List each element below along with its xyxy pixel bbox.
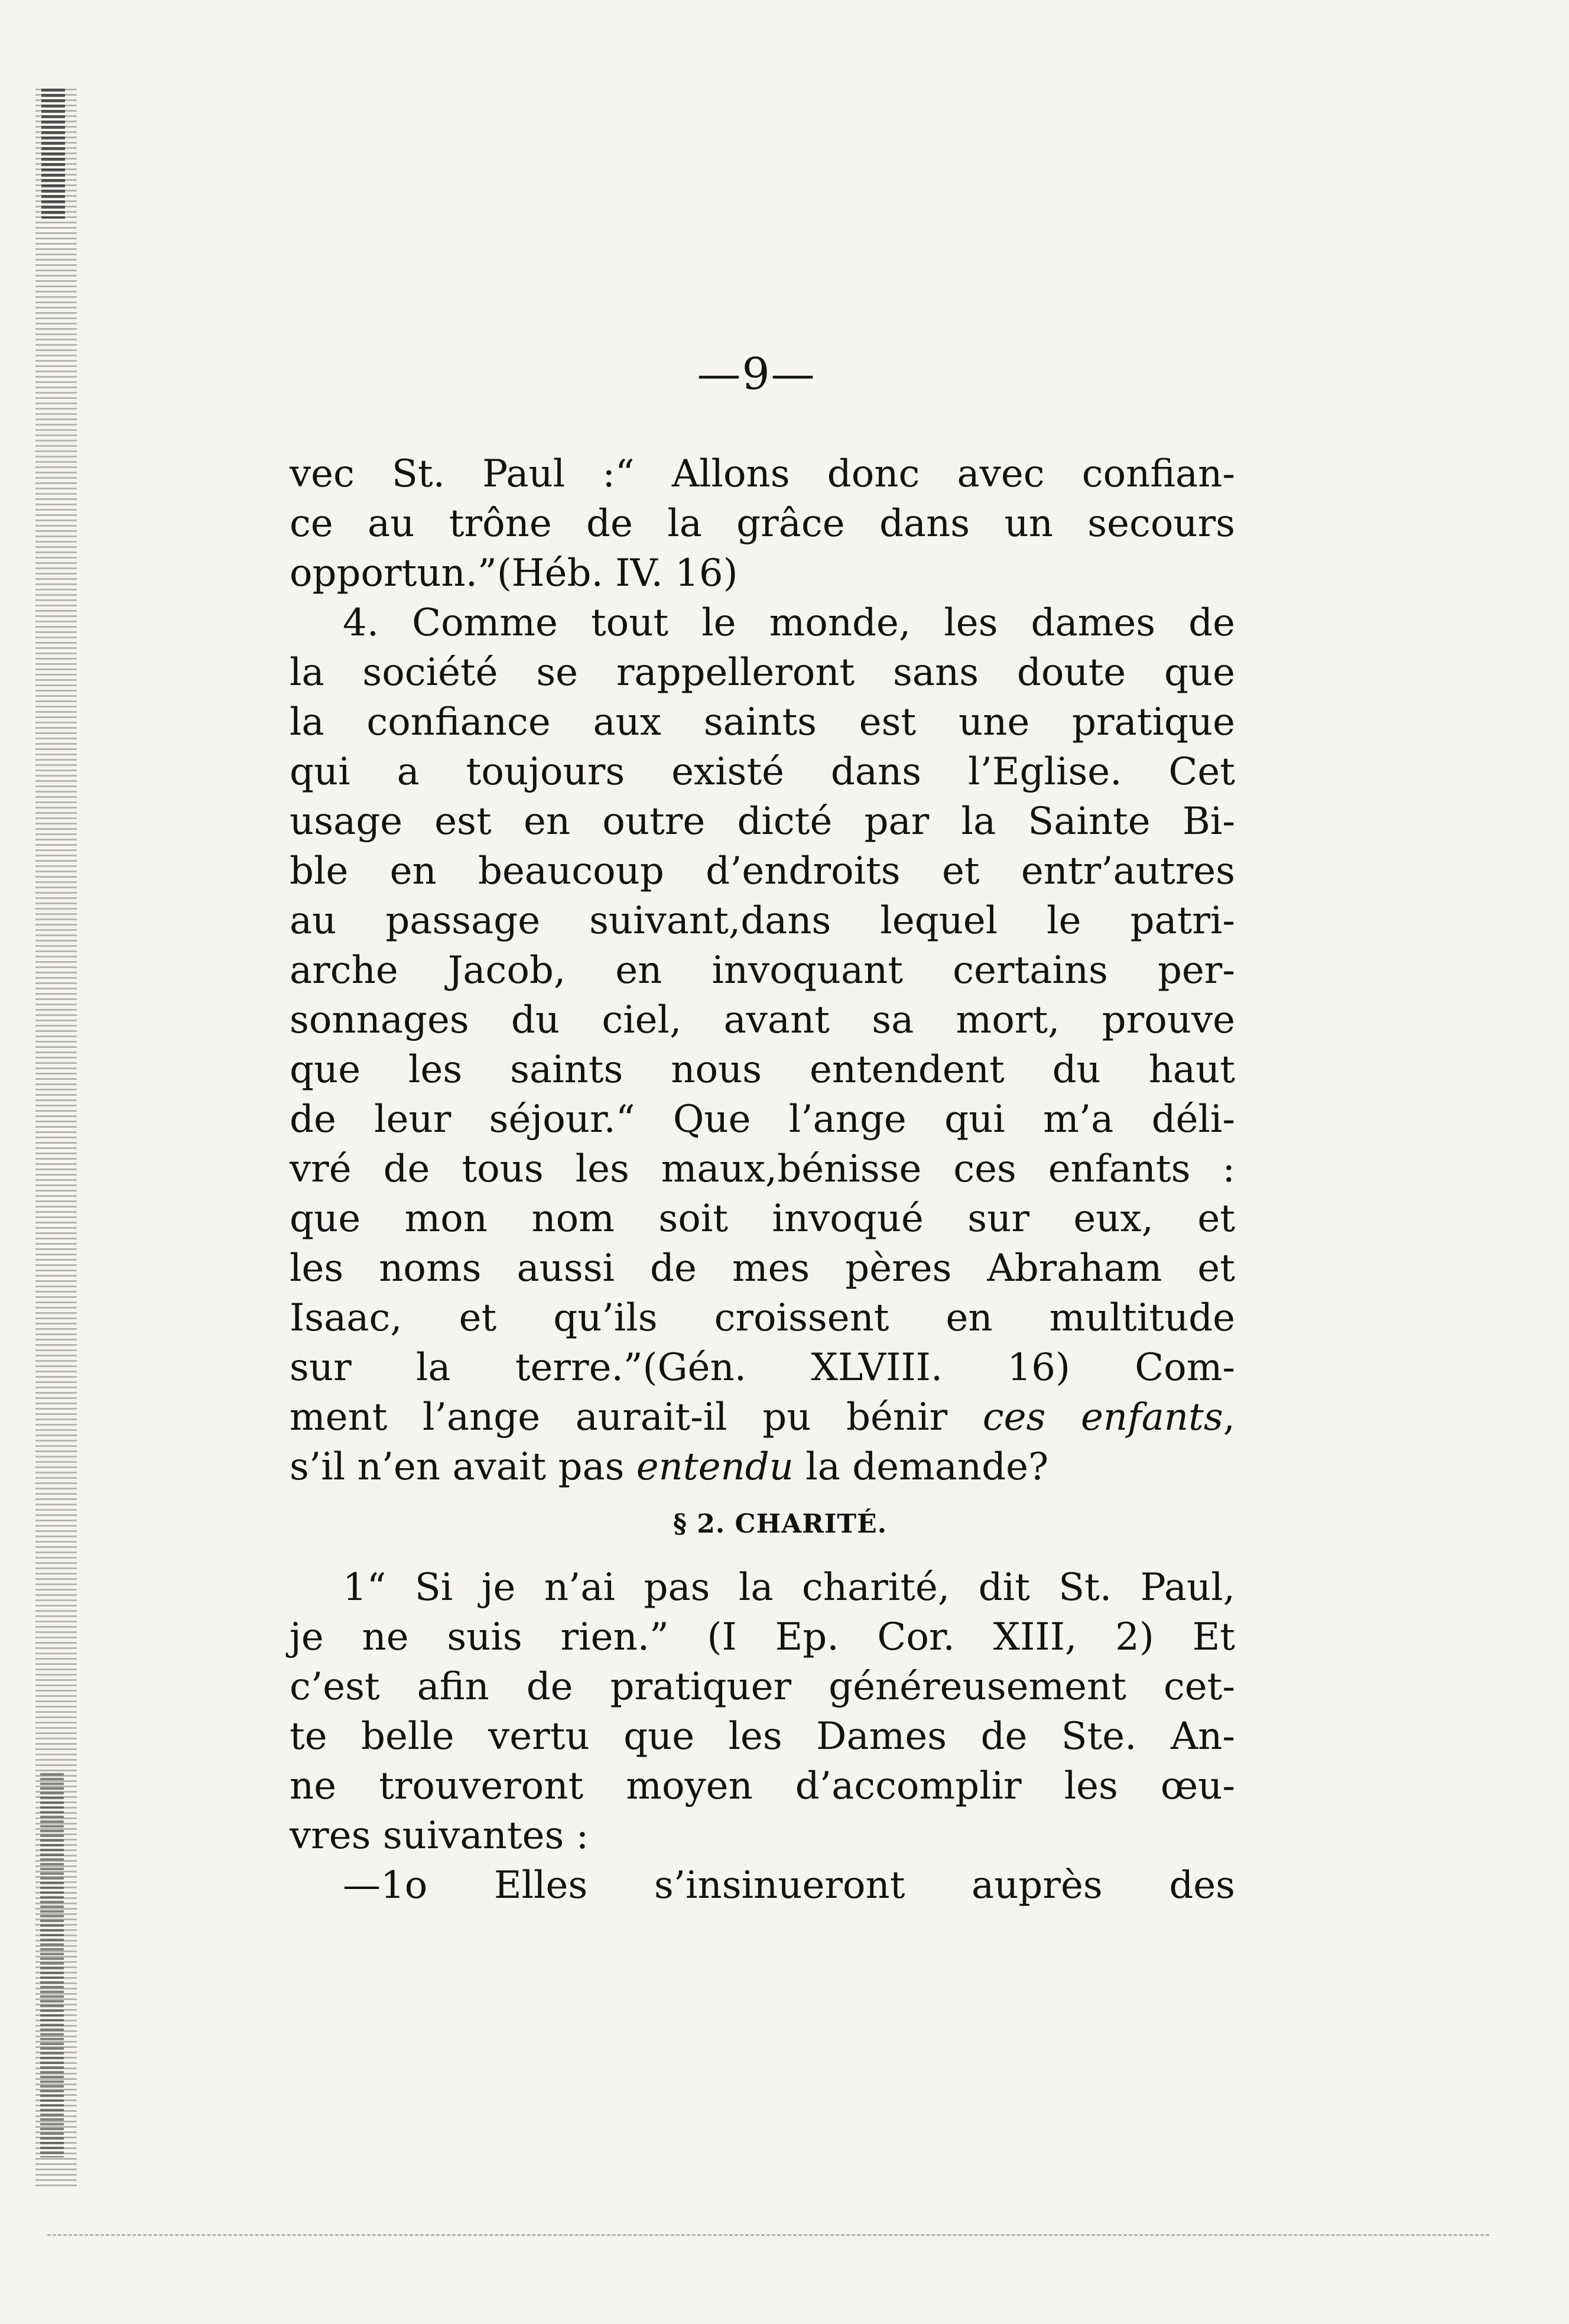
spacer (290, 1551, 1235, 1563)
text-line: arche Jacob, en invoquant certains per- (290, 949, 1235, 992)
binding-edge-top (41, 89, 65, 219)
binding-edge-bottom (40, 1773, 64, 2157)
text-line: 1“ Si je n’ai pas la charité, dit St. Paul, (343, 1566, 1235, 1609)
text-line: ble en beaucoup d’endroits et entr’autres (290, 849, 1235, 893)
paragraph-block-2 (290, 1563, 1235, 1910)
italic-phrase: ces enfants (982, 1395, 1223, 1439)
italic-phrase: entendu (636, 1445, 794, 1489)
text-line-part: ment l’ange aurait-il pu bénir (290, 1395, 983, 1439)
body-text (290, 449, 1235, 1910)
section-heading: § 2. CHARITÉ. (673, 1509, 888, 1539)
text-line-part: s’il n’en avait pas (290, 1445, 636, 1489)
text-line: que mon nom soit invoqué sur eux, et (290, 1197, 1235, 1241)
paragraph-block-1 (290, 449, 1235, 1492)
text-line: —1o Elles s’insinueront auprès des (343, 1864, 1235, 1907)
text-line: je ne suis rien.” (I Ep. Cor. XIII, 2) Et (290, 1615, 1235, 1659)
page-number: —9— (697, 349, 816, 400)
text-line (290, 1393, 1235, 1442)
text-line: ne trouveront moyen d’accomplir les œu- (290, 1764, 1235, 1808)
text-line: la confiance aux saints est une pratique (290, 700, 1235, 744)
text-line: sonnages du ciel, avant sa mort, prouve (290, 998, 1235, 1042)
text-line: opportun.”(Héb. IV. 16) (290, 551, 738, 595)
text-line: les noms aussi de mes pères Abraham et (290, 1247, 1235, 1290)
text-line: que les saints nous entendent du haut (290, 1048, 1235, 1092)
text-line: Isaac, et qu’ils croissent en multitude (290, 1296, 1235, 1340)
text-line: ce au trône de la grâce dans un secours (290, 502, 1235, 546)
text-line (290, 1442, 1235, 1492)
text-line: sur la terre.”(Gén. XLVIII. 16) Com- (290, 1346, 1235, 1390)
text-line: 4. Comme tout le monde, les dames de (343, 601, 1235, 645)
text-line: vec St. Paul :“ Allons donc avec confian- (290, 452, 1235, 496)
text-line: de leur séjour.“ Que l’ange qui m’a déli- (290, 1098, 1235, 1141)
text-line-part: la demande? (793, 1445, 1049, 1489)
text-line: au passage suivant,dans lequel le patri- (290, 899, 1235, 943)
text-line: usage est en outre dicté par la Sainte Bi- (290, 800, 1235, 843)
text-line: la société se rappelleront sans doute que (290, 651, 1235, 694)
text-line: qui a toujours existé dans l’Eglise. Cet (290, 750, 1235, 794)
page-bottom-edge (47, 2234, 1489, 2236)
text-line-part: , (1223, 1395, 1235, 1439)
text-line: c’est afin de pratiquer généreusement cet- (290, 1665, 1235, 1709)
text-line: vré de tous les maux,bénisse ces enfants : (290, 1147, 1235, 1191)
text-line: vres suivantes : (290, 1814, 589, 1858)
text-line: te belle vertu que les Dames de Ste. An- (290, 1715, 1235, 1758)
